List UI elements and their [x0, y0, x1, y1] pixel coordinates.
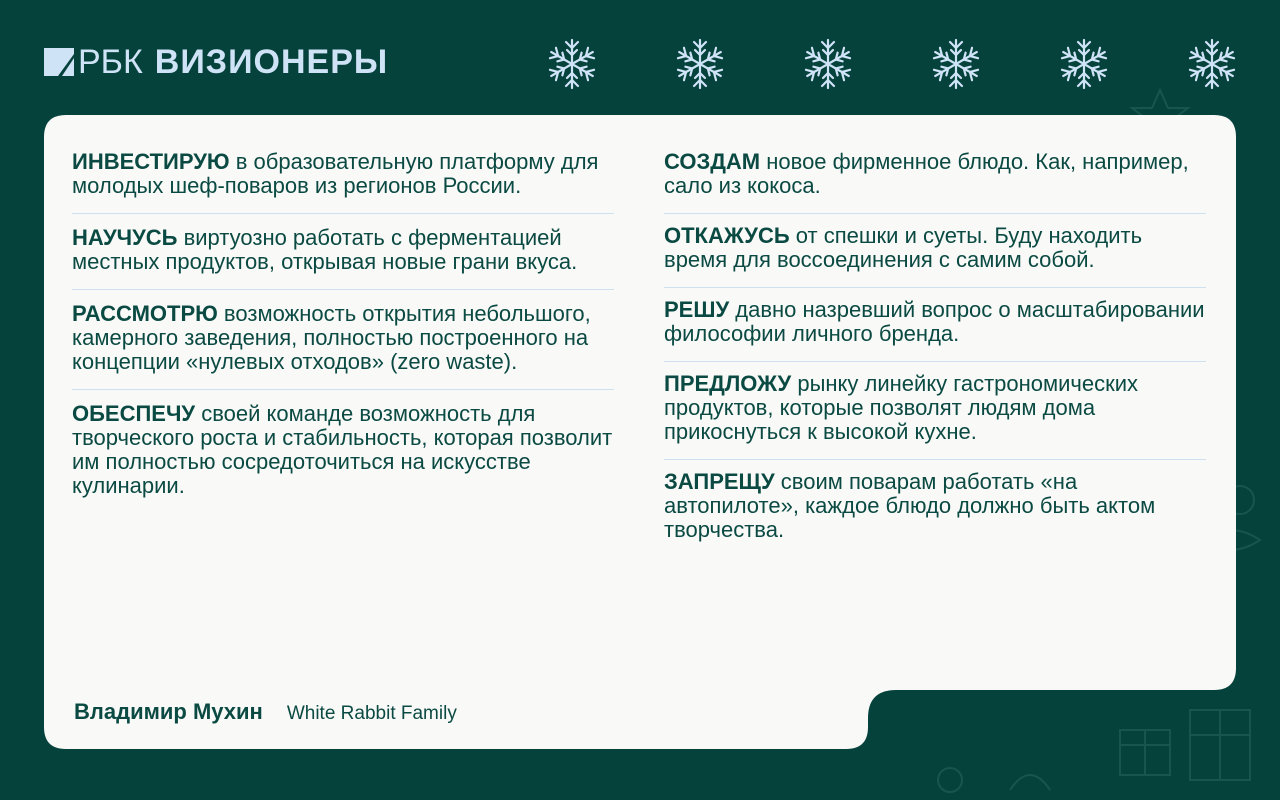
resolution-item	[72, 290, 614, 390]
resolution-keyword: ПРЕДЛОЖУ	[664, 371, 792, 396]
resolution-keyword: РЕШУ	[664, 297, 730, 322]
resolution-item	[72, 214, 614, 290]
page-title: ВИЗИОНЕРЫ	[154, 42, 389, 81]
resolution-text: своим поварам работать «на автопилоте», каждое блюдо должно быть актом творчества.	[664, 469, 1156, 542]
resolution-text: своей команде возможность для творческого роста и стабильность, которая позволит им полностью сосредоточиться на искусстве кулинарии.	[72, 401, 613, 498]
resolution-item	[664, 288, 1206, 362]
author-name: Владимир Мухин	[74, 699, 263, 724]
resolution-keyword: РАССМОТРЮ	[72, 301, 218, 326]
resolution-text: в образовательную платформу для молодых шеф-поваров из регионов России.	[72, 149, 599, 198]
resolution-item	[664, 460, 1206, 557]
resolution-text: рынку линейку гастрономических продуктов, которые позволят людям дома прикоснуться к высокой кухне.	[664, 371, 1139, 444]
resolution-keyword: ИНВЕСТИРУЮ	[72, 149, 230, 174]
resolution-item	[664, 140, 1206, 214]
resolutions-left-column	[72, 140, 614, 513]
resolution-text: давно назревший вопрос о масштабировании философии личного бренда.	[664, 297, 1205, 346]
resolution-item	[72, 140, 614, 214]
resolution-item	[72, 390, 614, 513]
resolution-text: от спешки и суеты. Буду находить время для воссоединения с самим собой.	[664, 223, 1143, 272]
resolution-item	[664, 362, 1206, 460]
author-signature	[74, 699, 457, 725]
resolution-keyword: НАУЧУСЬ	[72, 225, 178, 250]
resolution-keyword: ОБЕСПЕЧУ	[72, 401, 196, 426]
resolution-text: новое фирменное блюдо. Как, например, сало из кокоса.	[664, 149, 1189, 198]
resolution-text: виртуозно работать с ферментацией местных продуктов, открывая новые грани вкуса.	[72, 225, 578, 274]
brand-name: РБК	[78, 42, 143, 81]
resolution-keyword: ОТКАЖУСЬ	[664, 223, 790, 248]
resolution-keyword: ЗАПРЕЩУ	[664, 469, 775, 494]
resolutions-right-column	[664, 140, 1206, 557]
author-company: White Rabbit Family	[286, 703, 457, 724]
resolution-text: возможность открытия небольшого, камерного заведения, полностью построенного на концепции «нулевых отходов» (zero waste).	[72, 301, 591, 374]
resolution-keyword: СОЗДАМ	[664, 149, 761, 174]
resolution-item	[664, 214, 1206, 288]
